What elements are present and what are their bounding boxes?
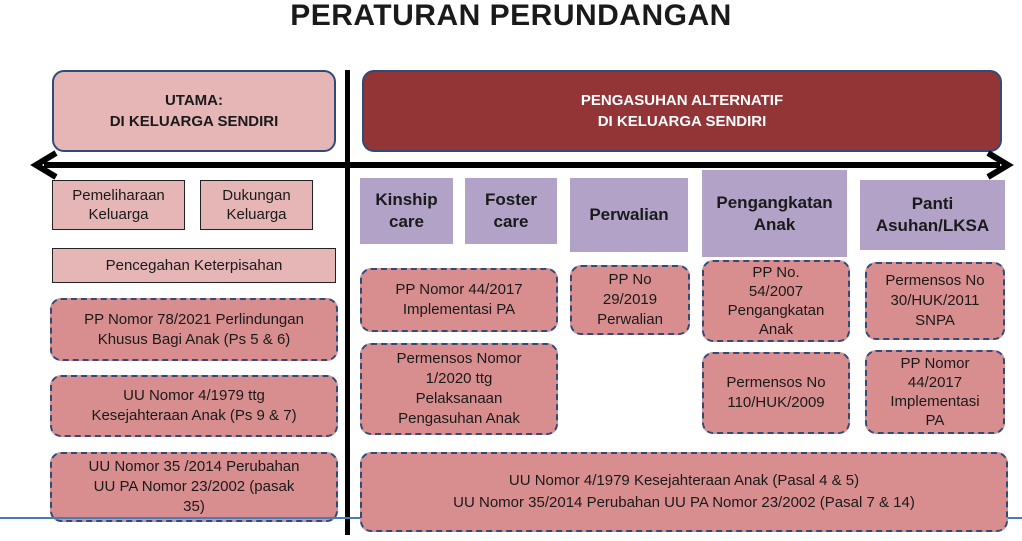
pp44-impl-line2: Implementasi PA [402,301,516,318]
pp-29-2019-box [570,265,690,335]
pp44-panti-line1: PP Nomor [900,355,970,372]
permensos1-line4: Pengasuhan Anak [398,410,520,427]
permensos1-line2: 1/2020 ttg [425,370,493,387]
pp29-line3: Perwalian [597,311,663,328]
header-pengasuhan-alternatif [362,70,1002,152]
header-alt-line2: DI KELUARGA SENDIRI [597,113,767,130]
pp78-line2: Khusus Bagi Anak (Ps 5 & 6) [97,330,291,348]
pp54-line2: 54/2007 [748,283,804,300]
pp44-impl-line1: PP Nomor 44/2017 [395,281,523,298]
permensos30-line3: SNPA [915,312,955,329]
permensos110-line1: Permensos No [726,374,826,391]
pp44-panti-line3: Implementasi [890,393,980,410]
pemeliharaan-line2: Keluarga [88,206,149,223]
pp-78-2021-box [50,298,338,361]
pp44-panti-line4: PA [925,412,945,429]
uu35-line2: UU PA Nomor 23/2002 (pasak [93,478,295,495]
header-utama [52,70,336,152]
pengangkatan-line1: Pengangkatan [716,192,833,212]
pp44-panti-line2: 44/2017 [907,374,963,391]
header-utama-line2: DI KELUARGA SENDIRI [109,113,279,130]
kinship-line2: care [389,212,424,231]
category-pengangkatan-anak [702,170,847,257]
bottom-line1: UU Nomor 4/1979 Kesejahteraan Anak (Pasal 4 & 5) [508,472,860,489]
vertical-divider [345,70,350,535]
permensos-30-2011-box [865,262,1005,340]
category-kinship-care [360,178,453,244]
pp78-line1: PP Nomor 78/2021 Perlindungan [84,310,304,328]
pp54-line3: Pengangkatan [727,302,825,319]
pp54-line1: PP No. [752,264,800,281]
header-utama-line1: UTAMA: [164,92,224,109]
uu-4-1979-box [50,375,338,437]
permensos-1-2020-box [360,343,558,435]
permensos30-line1: Permensos No [885,272,985,289]
pemeliharaan-line1: Pemeliharaan [72,187,165,204]
pp-54-2007-box [702,260,850,342]
uu4-line2: Kesejahteraan Anak (Ps 9 & 7) [91,407,297,424]
uu4-line1: UU Nomor 4/1979 ttg [123,387,265,404]
kinship-line1: Kinship [375,190,438,209]
permensos-110-2009-box [702,352,850,434]
pemeliharaan-keluarga-box [52,180,185,230]
dukungan-keluarga-box [200,180,313,230]
category-foster-care [465,178,557,244]
foster-line2: care [493,212,529,231]
permensos30-line2: 30/HUK/2011 [890,292,980,309]
panti-line1: Panti [911,194,954,213]
page-title: PERATURAN PERUNDANGAN [290,0,732,32]
pp-44-2017-implementasi-box [360,268,558,332]
pp29-line2: 29/2019 [602,291,658,308]
uu35-line1: UU Nomor 35 /2014 Perubahan [88,458,300,475]
category-perwalian: Perwalian [570,178,688,252]
pengangkatan-line2: Anak [753,214,796,234]
foster-line1: Foster [485,190,537,209]
permensos110-line2: 110/HUK/2009 [727,394,825,411]
double-arrow-icon [30,150,1014,180]
header-alt-line1: PENGASUHAN ALTERNATIF [580,92,784,109]
pp54-line4: Anak [758,321,794,338]
pencegahan-keterpisahan-box: Pencegahan Keterpisahan [52,248,336,283]
uu-35-2014-box [50,452,338,522]
panti-line2: Asuhan/LKSA [875,216,990,235]
permensos1-line1: Permensos Nomor [396,350,522,367]
dukungan-line2: Keluarga [226,206,287,223]
pp29-line1: PP No [608,271,652,288]
dukungan-line1: Dukungan [222,187,291,204]
permensos1-line3: Pelaksanaan [415,390,503,407]
pp-44-2017-panti-box [865,350,1005,434]
uu-bottom-combined-box [360,452,1008,532]
bottom-line2: UU Nomor 35/2014 Perubahan UU PA Nomor 23/2002 (Pasal 7 & 14) [453,494,915,511]
category-panti-asuhan [860,180,1005,250]
uu35-line3: 35) [183,498,205,515]
